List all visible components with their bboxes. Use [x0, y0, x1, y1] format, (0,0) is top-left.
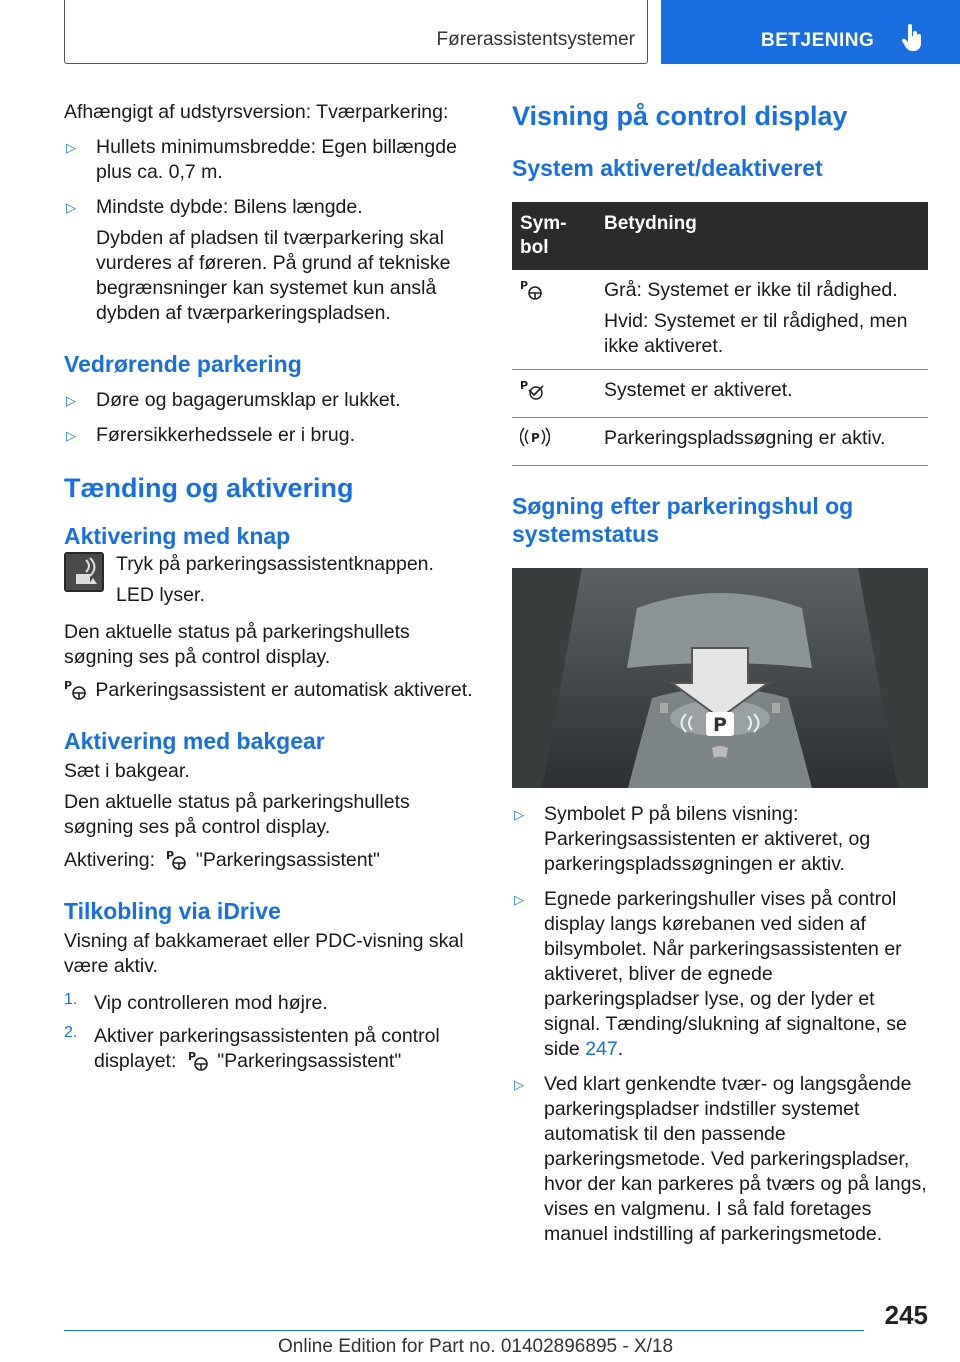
table-header-meaning: Betydning [596, 202, 928, 270]
list-item [64, 135, 480, 185]
step-value: "Parkeringsassistent" [217, 1050, 402, 1072]
header-section-title: Førerassistentsystemer [436, 29, 635, 50]
photo-parking-symbol: P [713, 714, 727, 736]
parking-assist-icon [182, 1049, 212, 1071]
bullet-text: Mindste dybde: Bilens længde. [96, 196, 363, 218]
status-text: Den aktuelle status på parkeringshullets søgning ses på control display. [64, 621, 410, 668]
heading-display: Visning på control display [512, 101, 848, 131]
header-tab[interactable] [661, 0, 960, 64]
triangle-bullet-icon: ▷ [66, 140, 76, 155]
heading-idrive: Tilkobling via iDrive [64, 898, 281, 924]
heading-ignition: Tænding og aktivering [64, 473, 354, 503]
status-text: Den aktuelle status på parkeringshullets søgning ses på control display. [64, 791, 410, 838]
svg-text:P: P [64, 679, 73, 692]
page-number: 245 [884, 1300, 928, 1330]
header-section-box [64, 0, 648, 64]
table-cell-text: Grå: Systemet er ikke til rådighed. [604, 279, 898, 301]
triangle-bullet-icon: ▷ [66, 428, 76, 443]
svg-text:P: P [520, 279, 529, 292]
reverse-text: Sæt i bakgear. [64, 760, 190, 782]
heading-search: Søgning efter parkeringshul og systemstatus [512, 493, 854, 547]
control-display-photo [512, 568, 928, 788]
svg-text:P: P [166, 849, 175, 862]
car-display-illustration [512, 568, 928, 788]
header-tab-label: BETJENING [761, 30, 875, 51]
bullet-extra-text: Dybden af pladsen til tværparkering skal vurderes af føreren. På grund af tekniske begrænsninger kan systemet kun anslå dybden af tværparkeringspladsen. [96, 227, 451, 324]
auto-active-text: Parkeringsassistent er automatisk aktiveret. [95, 679, 473, 701]
svg-text:P: P [531, 431, 540, 445]
parking-assist-button-icon [64, 552, 104, 592]
parking-space-search-icon [520, 426, 550, 448]
button-instruction [64, 552, 480, 608]
parking-assist-icon [64, 678, 90, 700]
auto-active-line [64, 678, 480, 703]
intro-text: Afhængigt af udstyrsversion: Tværparkering: [64, 101, 449, 123]
list-item [64, 991, 480, 1016]
heading-reverse-activation: Aktivering med bakgear [64, 728, 325, 754]
table-row [512, 370, 928, 418]
activation-line [64, 848, 480, 873]
bullet-text: Symbolet P på bilens visning: Parkeringsassistenten er aktiveret, og parkeringspladssøgningen er aktiv. [544, 803, 871, 875]
svg-text:P: P [187, 1050, 196, 1063]
step-number: 2. [64, 1024, 78, 1041]
bullet-text: Hullets minimumsbredde: Egen billængde plus ca. 0,7 m. [96, 136, 457, 183]
bullet-text: Ved klart genkendte tvær- og langsgående parkeringspladser indstiller systemet automatisk til den passende parkeringsmetode. Ved parkeringspladser, hvor der kan parkeres på tværs og på langs, vises en valgmenu. I så fald foretages manuel indstilling af parkeringsmetode. [544, 1073, 927, 1245]
bullet-text: Førersikkerhedssele er i brug. [96, 424, 356, 446]
bullet-text: Egnede parkeringshuller vises på control display langs kørebanen ved siden af bilsymbolet. Når parkeringsassistenten er aktiveret, bliver de egnede parkeringspladser lyse, og der lyder et signal. Tænding/slukning af signaltone, se side [544, 888, 907, 1060]
list-item [64, 195, 480, 326]
led-text: LED lyser. [116, 584, 205, 606]
table-cell-text: Hvid: Systemet er til rådighed, men ikke aktiveret. [604, 310, 908, 357]
right-column [512, 100, 928, 1247]
heading-parking: Vedrørende parkering [64, 351, 302, 377]
idrive-text: Visning af bakkameraet eller PDC-visning skal være aktiv. [64, 930, 464, 977]
pointing-hand-icon [901, 24, 925, 52]
parking-assist-grey-icon [520, 278, 546, 300]
table-cell-text: Systemet er aktiveret. [604, 379, 793, 401]
page-reference-link[interactable]: 247 [585, 1038, 618, 1060]
step-number: 1. [64, 991, 78, 1008]
list-item [512, 1072, 928, 1247]
parking-assist-icon [160, 848, 190, 870]
triangle-bullet-icon: ▷ [514, 1077, 524, 1092]
step-text: Vip controlleren mod højre. [94, 992, 328, 1014]
activation-value: "Parkeringsassistent" [195, 849, 380, 871]
list-item: ▷ Egnede parkeringshuller vises på control display langs kørebanen ved siden af bilsymbolet. Når parkeringsassistenten er aktiveret, bliver de egnede parkeringspladser lyse, og der lyder et signal. Tænding/slukning af signaltone, se side 247. [514, 888, 907, 1060]
table-row [512, 418, 928, 466]
triangle-bullet-icon: ▷ [514, 807, 524, 822]
table-cell-text: Parkeringspladssøgning er aktiv. [604, 427, 886, 449]
triangle-bullet-icon: ▷ [514, 892, 524, 907]
activation-label: Aktivering: [64, 849, 156, 871]
list-item [64, 423, 480, 448]
button-instruction-text: Tryk på parkeringsassistentknappen. [116, 553, 434, 575]
triangle-bullet-icon: ▷ [66, 200, 76, 215]
symbol-table [512, 202, 928, 466]
list-item [64, 388, 480, 413]
footer-divider [64, 1330, 864, 1331]
table-header-symbol: Sym- bol [512, 202, 596, 270]
list-item [512, 802, 928, 877]
heading-button-activation: Aktivering med knap [64, 523, 291, 549]
parking-assist-active-icon [520, 378, 548, 400]
triangle-bullet-icon: ▷ [66, 393, 76, 408]
svg-text:P: P [520, 379, 529, 392]
table-row [512, 270, 928, 370]
heading-system: System aktiveret/deaktiveret [512, 155, 823, 181]
list-item [64, 1024, 480, 1074]
step-text: Aktiver parkeringsassistenten på control displayet: [94, 1025, 440, 1072]
edition-text: Online Edition for Part no. 01402896895 - X/18 [278, 1336, 674, 1357]
bullet-text: Døre og bagagerumsklap er lukket. [96, 389, 401, 411]
left-column [64, 100, 480, 1074]
